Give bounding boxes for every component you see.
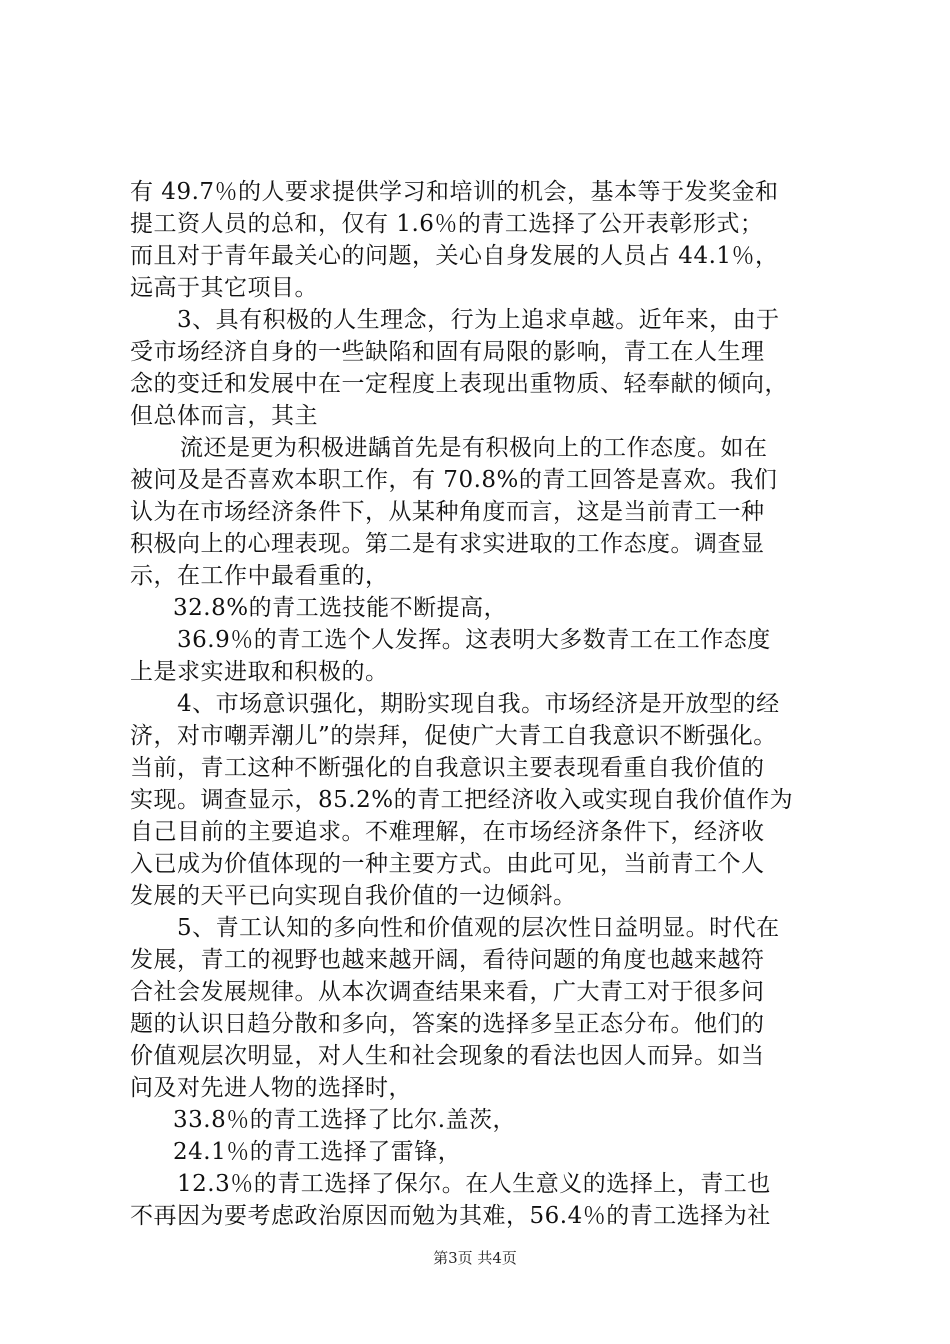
text-line: 12.3％的青工选择了保尔。在人生意义的选择上，青工也 — [177, 1171, 771, 1197]
text-line: 33.8％的青工选择了比尔.盖茨， — [173, 1107, 517, 1133]
text-line: 当前，青工这种不断强化的自我意识主要表现看重自我价值的 — [130, 755, 765, 781]
text-line: 题的认识日趋分散和多向，答案的选择多呈正态分布。他们的 — [130, 1011, 765, 1037]
text-line: 受市场经济自身的一些缺陷和固有局限的影响，青工在人生理 — [130, 339, 765, 365]
text-line: 济，对市嘲弄潮儿”的崇拜，促使广大青工自我意识不断强化。 — [130, 723, 777, 749]
text-line: 合社会发展规律。从本次调查结果来看，广大青工对于很多问 — [130, 979, 765, 1005]
text-line: 不再因为要考虑政治原因而勉为其难，56.4％的青工选择为社 — [130, 1203, 771, 1229]
text-line: 32.8%的青工选技能不断提高， — [173, 595, 508, 621]
text-line: 价值观层次明显，对人生和社会现象的看法也因人而异。如当 — [130, 1043, 765, 1069]
paragraph-heading-3: 3、具有积极的人生理念，行为上追求卓越。近年来，由于 — [177, 307, 780, 333]
text-line: 被问及是否喜欢本职工作，有 70.8%的青工回答是喜欢。我们 — [130, 467, 778, 493]
text-line: 示，在工作中最看重的， — [130, 563, 389, 589]
paragraph-heading-4: 4、市场意识强化，期盼实现自我。市场经济是开放型的经 — [177, 691, 780, 717]
text-line: 24.1％的青工选择了雷锋， — [173, 1139, 462, 1165]
text-line: 发展的天平已向实现自我价值的一边倾斜。 — [130, 883, 577, 909]
text-line: 问及对先进人物的选择时， — [130, 1075, 412, 1101]
text-line: 上是求实进取和积极的。 — [130, 659, 389, 685]
text-line: 发展，青工的视野也越来越开阔，看待问题的角度也越来越符 — [130, 947, 765, 973]
text-line: 提工资人员的总和，仅有 1.6％的青工选择了公开表彰形式； — [130, 211, 764, 237]
page-number-footer: 第3页 共4页 — [433, 1249, 517, 1267]
text-line: 入已成为价值体现的一种主要方式。由此可见，当前青工个人 — [130, 851, 765, 877]
text-line: 远高于其它项目。 — [130, 275, 318, 301]
text-line: 流还是更为积极进龋首先是有积极向上的工作态度。如在 — [180, 435, 768, 461]
text-line: 认为在市场经济条件下，从某种角度而言，这是当前青工一种 — [130, 499, 765, 525]
text-line: 积极向上的心理表现。第二是有求实进取的工作态度。调查显 — [130, 531, 765, 557]
text-line: 36.9％的青工选个人发挥。这表明大多数青工在工作态度 — [177, 627, 771, 653]
text-line: 自己目前的主要追求。不难理解，在市场经济条件下，经济收 — [130, 819, 765, 845]
text-line: 有 49.7％的人要求提供学习和培训的机会，基本等于发奖金和 — [130, 179, 779, 205]
text-line: 而且对于青年最关心的问题，关心自身发展的人员占 44.1％， — [130, 243, 779, 269]
text-line: 实现。调查显示，85.2%的青工把经济收入或实现自我价值作为 — [130, 787, 794, 813]
paragraph-heading-5: 5、青工认知的多向性和价值观的层次性日益明显。时代在 — [177, 915, 780, 941]
text-line: 但总体而言，其主 — [130, 403, 318, 429]
text-line: 念的变迁和发展中在一定程度上表现出重物质、轻奉献的倾向， — [130, 371, 788, 397]
